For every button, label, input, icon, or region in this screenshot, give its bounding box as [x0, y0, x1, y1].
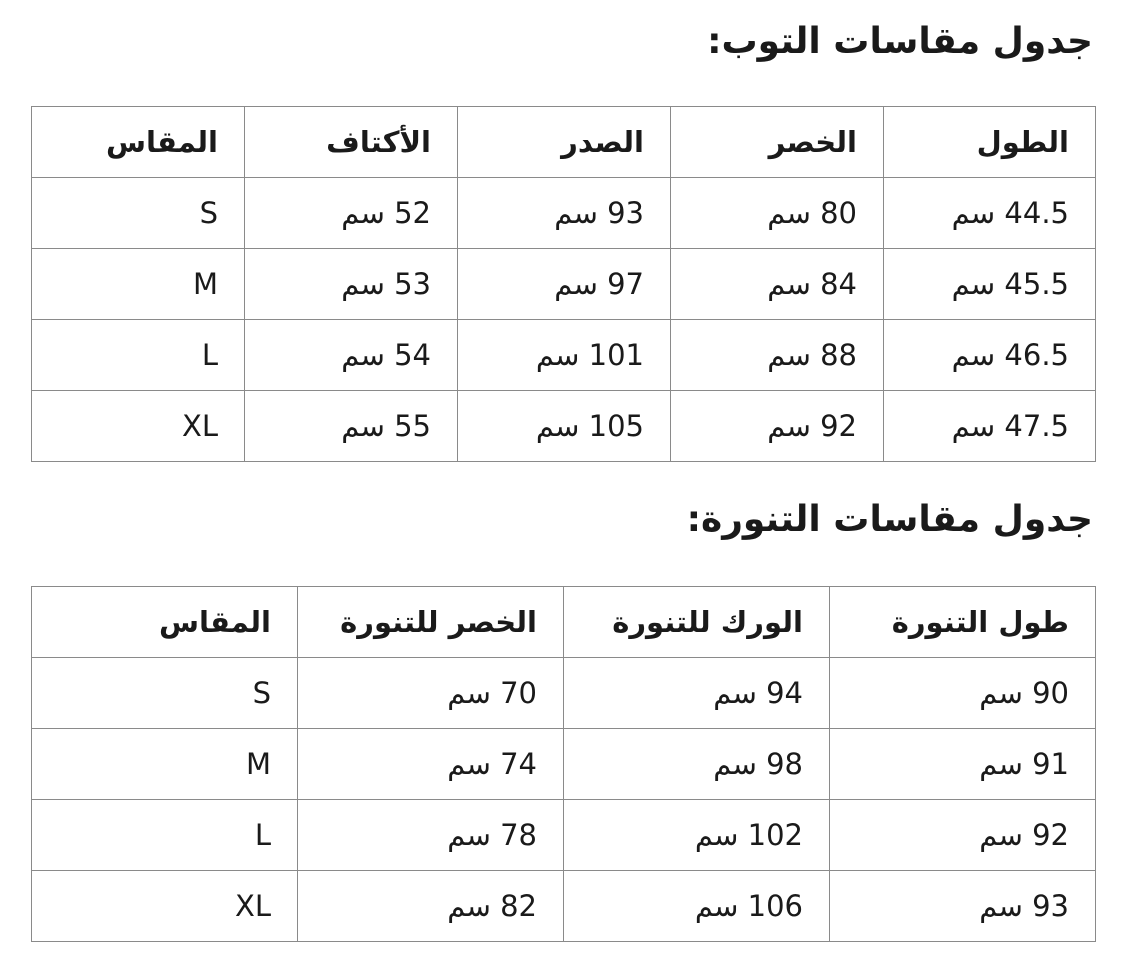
cell-waist — [671, 320, 884, 391]
column-header-chest: الصدر — [458, 107, 671, 178]
cell-size: M — [32, 729, 298, 800]
cell-value: 82 سم — [447, 889, 537, 923]
cell-skirt-waist — [298, 871, 564, 942]
cell-skirt-length — [830, 729, 1096, 800]
cell-shoulders — [245, 178, 458, 249]
column-header-waist: الخصر — [671, 107, 884, 178]
cell-chest — [458, 178, 671, 249]
cell-chest — [458, 391, 671, 462]
table-row — [32, 871, 1096, 942]
skirt-size-table — [31, 586, 1096, 942]
column-header-size: المقاس — [32, 107, 245, 178]
cell-value: 93 سم — [979, 889, 1069, 923]
cell-skirt-hip — [564, 729, 830, 800]
cell-value: 102 سم — [694, 818, 803, 852]
column-header-skirt-length: طول التنورة — [830, 587, 1096, 658]
cell-size: XL — [32, 871, 298, 942]
cell-skirt-length — [830, 658, 1096, 729]
column-header-size: المقاس — [32, 587, 298, 658]
cell-value: 98 سم — [713, 747, 803, 781]
cell-value: 54 سم — [341, 338, 431, 372]
skirt-size-chart-title: جدول مقاسات التنورة: — [686, 499, 1093, 540]
column-header-length: الطول — [884, 107, 1096, 178]
cell-value: 92 سم — [767, 409, 857, 443]
cell-skirt-hip — [564, 658, 830, 729]
cell-skirt-waist — [298, 729, 564, 800]
cell-value: 84 سم — [767, 267, 857, 301]
cell-value: 106 سم — [694, 889, 803, 923]
cell-length — [884, 249, 1096, 320]
cell-size: M — [32, 249, 245, 320]
cell-waist — [671, 391, 884, 462]
cell-value: 93 سم — [554, 196, 644, 230]
table-row — [32, 729, 1096, 800]
column-header-shoulders: الأكتاف — [245, 107, 458, 178]
cell-value: 70 سم — [447, 676, 537, 710]
cell-value: 47.5 سم — [951, 409, 1069, 443]
cell-value: 101 سم — [535, 338, 644, 372]
cell-value: 46.5 سم — [951, 338, 1069, 372]
cell-value: 92 سم — [979, 818, 1069, 852]
cell-value: 53 سم — [341, 267, 431, 301]
table-row — [32, 658, 1096, 729]
cell-value: 94 سم — [713, 676, 803, 710]
cell-value: 97 سم — [554, 267, 644, 301]
table-header-row — [32, 587, 1096, 658]
cell-chest — [458, 320, 671, 391]
cell-value: 52 سم — [341, 196, 431, 230]
cell-skirt-length — [830, 871, 1096, 942]
cell-value: 88 سم — [767, 338, 857, 372]
cell-skirt-hip — [564, 871, 830, 942]
table-row — [32, 249, 1096, 320]
cell-waist — [671, 178, 884, 249]
table-row — [32, 391, 1096, 462]
cell-value: 45.5 سم — [951, 267, 1069, 301]
cell-value: 74 سم — [447, 747, 537, 781]
cell-value: 44.5 سم — [951, 196, 1069, 230]
table-header-row — [32, 107, 1096, 178]
cell-shoulders — [245, 320, 458, 391]
cell-skirt-hip — [564, 800, 830, 871]
table-row — [32, 178, 1096, 249]
cell-value: 55 سم — [341, 409, 431, 443]
cell-skirt-waist — [298, 800, 564, 871]
table-row — [32, 800, 1096, 871]
cell-skirt-waist — [298, 658, 564, 729]
column-header-skirt-waist: الخصر للتنورة — [298, 587, 564, 658]
cell-skirt-length — [830, 800, 1096, 871]
cell-length — [884, 320, 1096, 391]
cell-shoulders — [245, 249, 458, 320]
cell-value: 78 سم — [447, 818, 537, 852]
cell-waist — [671, 249, 884, 320]
table-row — [32, 320, 1096, 391]
column-header-skirt-hip: الورك للتنورة — [564, 587, 830, 658]
cell-size: XL — [32, 391, 245, 462]
cell-size: S — [32, 658, 298, 729]
cell-size: S — [32, 178, 245, 249]
cell-length — [884, 178, 1096, 249]
cell-shoulders — [245, 391, 458, 462]
cell-value: 80 سم — [767, 196, 857, 230]
top-size-table — [31, 106, 1096, 462]
cell-size: L — [32, 800, 298, 871]
cell-value: 90 سم — [979, 676, 1069, 710]
top-size-chart-title: جدول مقاسات التوب: — [707, 21, 1093, 62]
cell-length — [884, 391, 1096, 462]
cell-value: 91 سم — [979, 747, 1069, 781]
cell-value: 105 سم — [535, 409, 644, 443]
cell-size: L — [32, 320, 245, 391]
cell-chest — [458, 249, 671, 320]
